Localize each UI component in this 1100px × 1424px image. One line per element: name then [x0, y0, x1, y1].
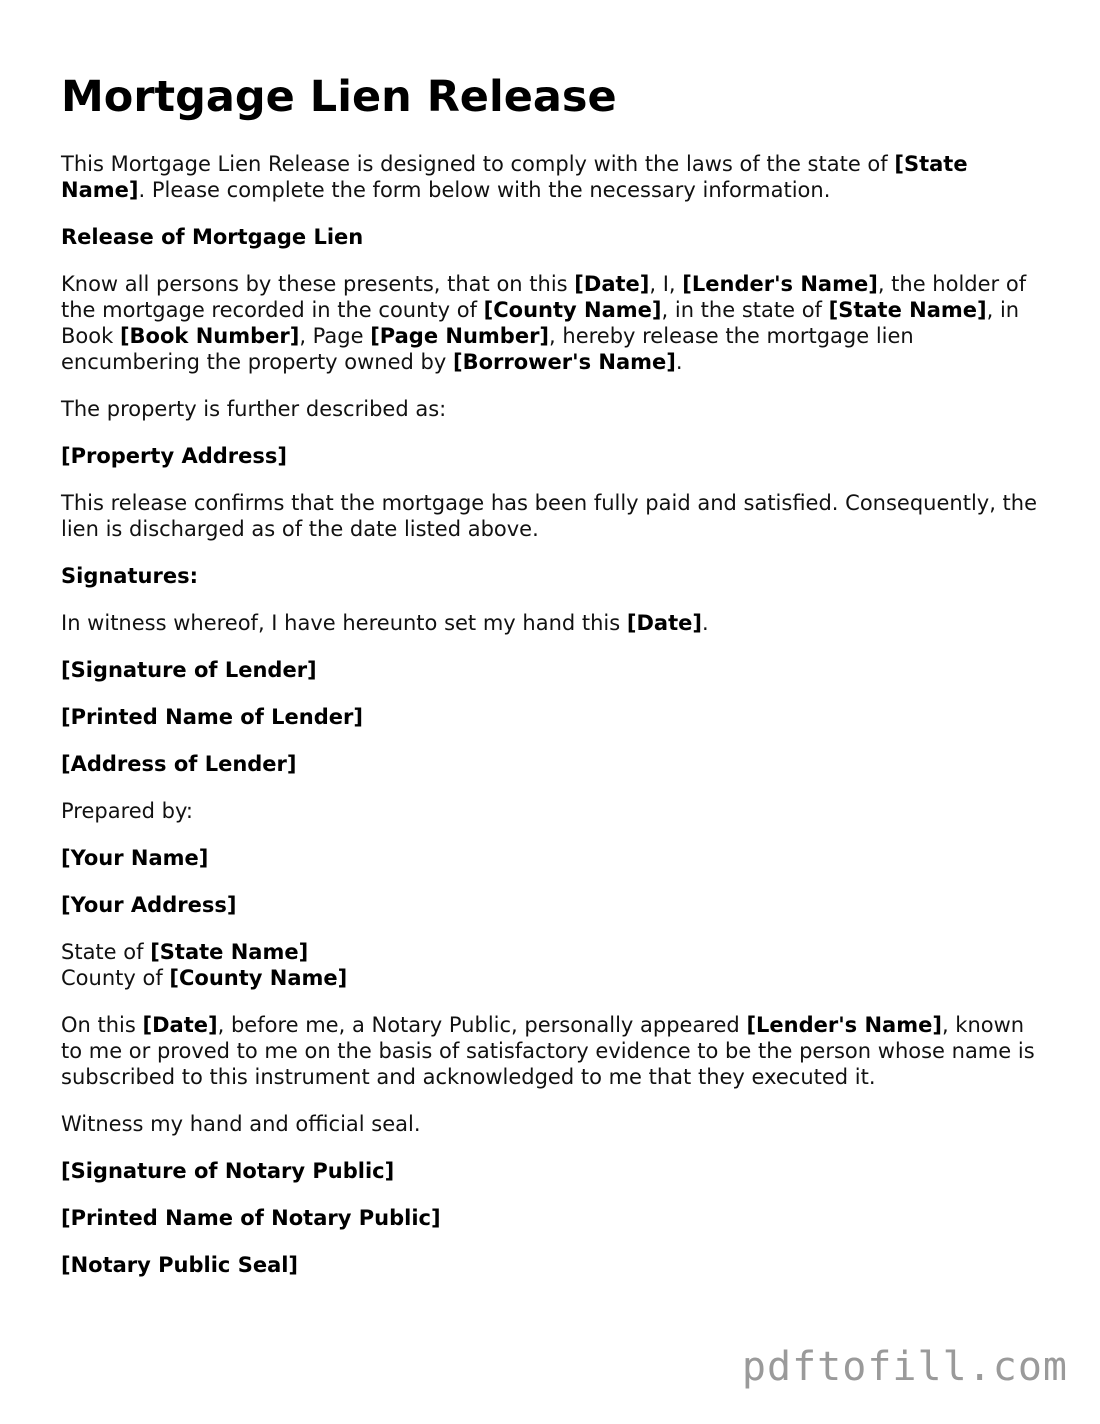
lender-name-field: [Lender's Name]: [682, 272, 878, 297]
state-name-field: [State Name]: [150, 940, 309, 965]
confirmation-paragraph: This release confirms that the mortgage has been fully paid and satisfied. Consequently, the lien is discharged as of the date listed above.: [61, 491, 1038, 542]
county-name-field: [County Name]: [169, 966, 348, 991]
book-number-field: [Book Number]: [119, 324, 300, 349]
county-name-field: [County Name]: [483, 298, 662, 323]
release-heading: Release of Mortgage Lien: [61, 225, 364, 250]
release-paragraph: Know all persons by these presents, that on this [Date], I, [Lender's Name], the holder of the mortgage recorded in the county of [County Name], in the state of [State Name], in Book [Book Number], Page [Page Number], hereby release the mortgage lien encumbering the property owned by [Borrower's Name].: [61, 272, 1027, 375]
lender-signature-field: [Signature of Lender]: [61, 658, 317, 683]
date-field: [Date]: [574, 272, 650, 297]
lender-address-field: [Address of Lender]: [61, 752, 297, 777]
your-name-field: [Your Name]: [61, 846, 209, 871]
lender-printed-name-field: [Printed Name of Lender]: [61, 705, 363, 730]
notary-seal-field: [Notary Public Seal]: [61, 1253, 299, 1278]
signatures-heading: Signatures:: [61, 564, 198, 589]
intro-paragraph: This Mortgage Lien Release is designed to comply with the laws of the state of [State Name]. Please complete the form below with the necessary information.: [61, 152, 968, 203]
prepared-by-label: Prepared by:: [61, 799, 193, 824]
document: [61, 74, 1041, 1299]
notary-printed-name-field: [Printed Name of Notary Public]: [61, 1206, 441, 1231]
notary-paragraph: On this [Date], before me, a Notary Public, personally appeared [Lender's Name], known to me or proved to me on the basis of satisfactory evidence to be the person whose name is subscribed to this instrument and acknowledged to me that they executed it.: [61, 1013, 1035, 1090]
watermark: pdftofill.com: [741, 1344, 1068, 1390]
notary-signature-field: [Signature of Notary Public]: [61, 1159, 395, 1184]
lender-name-field: [Lender's Name]: [746, 1013, 942, 1038]
property-description-label: The property is further described as:: [61, 397, 447, 422]
official-seal-text: Witness my hand and official seal.: [61, 1112, 421, 1137]
witness-paragraph: In witness whereof, I have hereunto set my hand this [Date].: [61, 611, 709, 636]
document-title: Mortgage Lien Release: [61, 72, 617, 122]
state-name-field: [State Name]: [828, 298, 987, 323]
borrower-name-field: [Borrower's Name]: [452, 350, 676, 375]
venue-block: State of [State Name] County of [County Name]: [61, 940, 348, 991]
state-name-field: [State Name]: [61, 152, 968, 203]
date-field: [Date]: [142, 1013, 218, 1038]
property-address-field: [Property Address]: [61, 444, 287, 469]
page-number-field: [Page Number]: [370, 324, 550, 349]
your-address-field: [Your Address]: [61, 893, 237, 918]
date-field: [Date]: [626, 611, 702, 636]
